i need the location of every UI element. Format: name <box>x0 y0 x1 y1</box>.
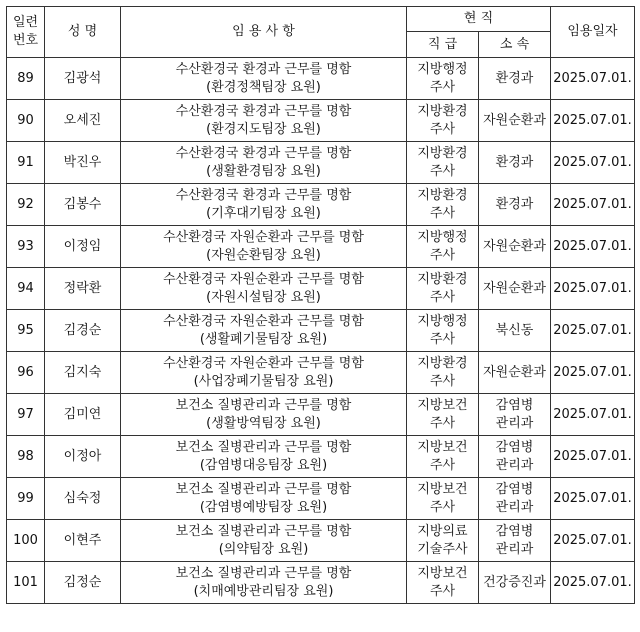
appointment-date: 2025.07.01. <box>553 280 632 296</box>
rank-line1: 지방행정 <box>417 229 468 245</box>
serial-number: 96 <box>17 364 34 380</box>
rank-cell <box>407 226 479 268</box>
rank-cell <box>407 352 479 394</box>
department-line2: 관리과 <box>495 457 534 473</box>
appointment-date: 2025.07.01. <box>553 448 632 464</box>
rank-cell <box>407 562 479 604</box>
department-cell <box>479 352 551 394</box>
rank-line1: 지방환경 <box>417 355 468 371</box>
date-cell <box>551 268 635 310</box>
rank-line2: 주사 <box>429 331 456 347</box>
header-serial-line2: 번호 <box>12 33 39 48</box>
department-cell <box>479 520 551 562</box>
rank-line1: 지방환경 <box>417 271 468 287</box>
serial-number-cell <box>7 310 45 352</box>
department-line1: 감염병 <box>495 439 534 455</box>
header-rank: 직 급 <box>407 32 479 58</box>
rank-line2: 주사 <box>429 205 456 221</box>
department-cell <box>479 226 551 268</box>
serial-number-cell <box>7 352 45 394</box>
department-line1: 환경과 <box>495 70 534 86</box>
rank-line2: 주사 <box>429 247 456 263</box>
name-cell <box>45 520 121 562</box>
rank-line1: 지방행정 <box>417 313 468 329</box>
appointment-line1: 수산환경국 자원순환과 근무를 명함 <box>163 229 364 245</box>
department-cell <box>479 268 551 310</box>
appointment-date: 2025.07.01. <box>553 364 632 380</box>
header-serial-line1: 일련 <box>12 15 39 30</box>
serial-number-cell <box>7 394 45 436</box>
appointment-cell <box>121 226 407 268</box>
appointment-line2: (의약팀장 요원) <box>218 541 309 557</box>
appointment-date: 2025.07.01. <box>553 406 632 422</box>
person-name: 김경순 <box>63 322 102 338</box>
serial-number: 90 <box>17 112 34 128</box>
department-cell <box>479 436 551 478</box>
serial-number-cell <box>7 478 45 520</box>
appointment-date: 2025.07.01. <box>553 70 632 86</box>
person-name: 김지숙 <box>63 364 102 380</box>
date-cell <box>551 310 635 352</box>
serial-number: 89 <box>17 70 34 86</box>
serial-number: 94 <box>17 280 34 296</box>
serial-number: 97 <box>17 406 34 422</box>
header-name: 성 명 <box>45 7 121 58</box>
table-row <box>7 184 635 226</box>
department-line1: 자원순환과 <box>483 364 546 380</box>
table-row <box>7 100 635 142</box>
person-name: 정락환 <box>63 280 102 296</box>
table-row <box>7 520 635 562</box>
rank-cell <box>407 100 479 142</box>
serial-number: 91 <box>17 154 34 170</box>
rank-line2: 주사 <box>429 289 456 305</box>
appointment-line2: (생활방역팀장 요원) <box>206 415 321 431</box>
appointment-cell <box>121 562 407 604</box>
department-line1: 감염병 <box>495 397 534 413</box>
appointment-line2: (환경지도팀장 요원) <box>206 121 321 137</box>
person-name: 이현주 <box>63 532 102 548</box>
appointment-line2: (사업장폐기물팀장 요원) <box>193 373 334 389</box>
date-cell <box>551 520 635 562</box>
appointment-date: 2025.07.01. <box>553 196 632 212</box>
name-cell <box>45 100 121 142</box>
appointment-line2: (자원시설팀장 요원) <box>206 289 321 305</box>
serial-number-cell <box>7 436 45 478</box>
header-serial-number <box>7 7 45 58</box>
serial-number-cell <box>7 562 45 604</box>
appointment-line2: (자원순환팀장 요원) <box>206 247 321 263</box>
rank-cell <box>407 142 479 184</box>
appointment-line1: 수산환경국 자원순환과 근무를 명함 <box>163 313 364 329</box>
department-cell <box>479 100 551 142</box>
appointment-date: 2025.07.01. <box>553 532 632 548</box>
rank-cell <box>407 310 479 352</box>
rank-line2: 주사 <box>429 163 456 179</box>
appointment-line2: (환경정책팀장 요원) <box>206 79 321 95</box>
appointment-date: 2025.07.01. <box>553 238 632 254</box>
rank-line1: 지방의료 <box>417 523 468 539</box>
rank-line2: 주사 <box>429 373 456 389</box>
person-name: 박진우 <box>63 154 102 170</box>
department-line2: 관리과 <box>495 541 534 557</box>
name-cell <box>45 478 121 520</box>
appointment-cell <box>121 436 407 478</box>
rank-line1: 지방환경 <box>417 187 468 203</box>
person-name: 김봉수 <box>63 196 102 212</box>
table-row <box>7 352 635 394</box>
rank-line2: 기술주사 <box>417 541 468 557</box>
department-line1: 건강증진과 <box>483 574 546 590</box>
name-cell <box>45 352 121 394</box>
date-cell <box>551 100 635 142</box>
serial-number: 95 <box>17 322 34 338</box>
serial-number-cell <box>7 58 45 100</box>
person-name: 김미연 <box>63 406 102 422</box>
table-row <box>7 58 635 100</box>
rank-line1: 지방환경 <box>417 103 468 119</box>
person-name: 김정순 <box>63 574 102 590</box>
name-cell <box>45 58 121 100</box>
serial-number-cell <box>7 184 45 226</box>
serial-number: 99 <box>17 490 34 506</box>
name-cell <box>45 310 121 352</box>
appointment-line1: 수산환경국 자원순환과 근무를 명함 <box>163 355 364 371</box>
appointment-cell <box>121 58 407 100</box>
rank-cell <box>407 184 479 226</box>
rank-line2: 주사 <box>429 79 456 95</box>
date-cell <box>551 226 635 268</box>
serial-number-cell <box>7 520 45 562</box>
serial-number-cell <box>7 268 45 310</box>
department-line1: 북신동 <box>495 322 534 338</box>
header-appointment-date: 임용일자 <box>551 7 635 58</box>
serial-number: 101 <box>13 574 38 590</box>
appointment-date: 2025.07.01. <box>553 112 632 128</box>
appointment-date: 2025.07.01. <box>553 154 632 170</box>
appointment-line1: 수산환경국 환경과 근무를 명함 <box>175 61 352 77</box>
department-line1: 자원순환과 <box>483 112 546 128</box>
name-cell <box>45 562 121 604</box>
appointment-line1: 수산환경국 환경과 근무를 명함 <box>175 187 352 203</box>
appointment-line2: (감염병대응팀장 요원) <box>199 457 328 473</box>
header-appointment: 임 용 사 항 <box>121 7 407 58</box>
table-body <box>7 58 635 604</box>
appointment-line2: (기후대기팀장 요원) <box>206 205 321 221</box>
table-row <box>7 562 635 604</box>
appointment-line1: 수산환경국 환경과 근무를 명함 <box>175 145 352 161</box>
serial-number: 92 <box>17 196 34 212</box>
department-cell <box>479 394 551 436</box>
serial-number: 100 <box>13 532 38 548</box>
serial-number-cell <box>7 226 45 268</box>
rank-line1: 지방행정 <box>417 61 468 77</box>
appointment-line1: 보건소 질병관리과 근무를 명함 <box>175 481 352 497</box>
appointment-cell <box>121 310 407 352</box>
appointment-line1: 수산환경국 환경과 근무를 명함 <box>175 103 352 119</box>
department-cell <box>479 562 551 604</box>
serial-number-cell <box>7 100 45 142</box>
name-cell <box>45 268 121 310</box>
department-cell <box>479 142 551 184</box>
rank-line2: 주사 <box>429 415 456 431</box>
appointment-cell <box>121 184 407 226</box>
table-row <box>7 394 635 436</box>
department-line2: 관리과 <box>495 499 534 515</box>
department-line1: 환경과 <box>495 154 534 170</box>
appointment-cell <box>121 394 407 436</box>
appointment-cell <box>121 352 407 394</box>
table-row <box>7 310 635 352</box>
date-cell <box>551 478 635 520</box>
appointment-line1: 보건소 질병관리과 근무를 명함 <box>175 523 352 539</box>
appointment-cell <box>121 478 407 520</box>
name-cell <box>45 142 121 184</box>
rank-line2: 주사 <box>429 457 456 473</box>
name-cell <box>45 394 121 436</box>
serial-number-cell <box>7 142 45 184</box>
date-cell <box>551 58 635 100</box>
department-line1: 자원순환과 <box>483 280 546 296</box>
person-name: 심숙정 <box>63 490 102 506</box>
date-cell <box>551 436 635 478</box>
date-cell <box>551 352 635 394</box>
person-name: 이정임 <box>63 238 102 254</box>
table-header <box>7 7 635 58</box>
department-line1: 자원순환과 <box>483 238 546 254</box>
rank-cell <box>407 520 479 562</box>
date-cell <box>551 184 635 226</box>
department-line1: 감염병 <box>495 523 534 539</box>
rank-line1: 지방보건 <box>417 439 468 455</box>
appointment-table <box>6 6 635 604</box>
rank-line2: 주사 <box>429 583 456 599</box>
person-name: 김광석 <box>63 70 102 86</box>
serial-number: 93 <box>17 238 34 254</box>
appointment-line1: 수산환경국 자원순환과 근무를 명함 <box>163 271 364 287</box>
rank-line1: 지방환경 <box>417 145 468 161</box>
table-row <box>7 142 635 184</box>
rank-line1: 지방보건 <box>417 481 468 497</box>
appointment-date: 2025.07.01. <box>553 322 632 338</box>
appointment-cell <box>121 268 407 310</box>
name-cell <box>45 184 121 226</box>
person-name: 이정아 <box>63 448 102 464</box>
table-row <box>7 436 635 478</box>
name-cell <box>45 226 121 268</box>
table-row <box>7 478 635 520</box>
appointment-date: 2025.07.01. <box>553 574 632 590</box>
appointment-line2: (생활폐기물팀장 요원) <box>199 331 328 347</box>
department-line2: 관리과 <box>495 415 534 431</box>
serial-number: 98 <box>17 448 34 464</box>
rank-cell <box>407 394 479 436</box>
department-cell <box>479 58 551 100</box>
name-cell <box>45 436 121 478</box>
appointment-date: 2025.07.01. <box>553 490 632 506</box>
rank-cell <box>407 436 479 478</box>
department-line1: 감염병 <box>495 481 534 497</box>
appointment-cell <box>121 100 407 142</box>
department-cell <box>479 478 551 520</box>
date-cell <box>551 562 635 604</box>
table-row <box>7 226 635 268</box>
table-row <box>7 268 635 310</box>
department-cell <box>479 184 551 226</box>
header-department: 소 속 <box>479 32 551 58</box>
department-cell <box>479 310 551 352</box>
rank-line1: 지방보건 <box>417 397 468 413</box>
appointment-line1: 보건소 질병관리과 근무를 명함 <box>175 439 352 455</box>
date-cell <box>551 394 635 436</box>
appointment-cell <box>121 520 407 562</box>
rank-cell <box>407 478 479 520</box>
appointment-line2: (치매예방관리팀장 요원) <box>193 583 334 599</box>
rank-line1: 지방보건 <box>417 565 468 581</box>
appointment-line1: 보건소 질병관리과 근무를 명함 <box>175 397 352 413</box>
rank-line2: 주사 <box>429 121 456 137</box>
appointment-cell <box>121 142 407 184</box>
rank-line2: 주사 <box>429 499 456 515</box>
rank-cell <box>407 58 479 100</box>
department-line1: 환경과 <box>495 196 534 212</box>
header-current-position: 현 직 <box>407 7 551 32</box>
person-name: 오세진 <box>63 112 102 128</box>
appointment-line2: (감염병예방팀장 요원) <box>199 499 328 515</box>
appointment-line2: (생활환경팀장 요원) <box>206 163 321 179</box>
date-cell <box>551 142 635 184</box>
rank-cell <box>407 268 479 310</box>
appointment-line1: 보건소 질병관리과 근무를 명함 <box>175 565 352 581</box>
